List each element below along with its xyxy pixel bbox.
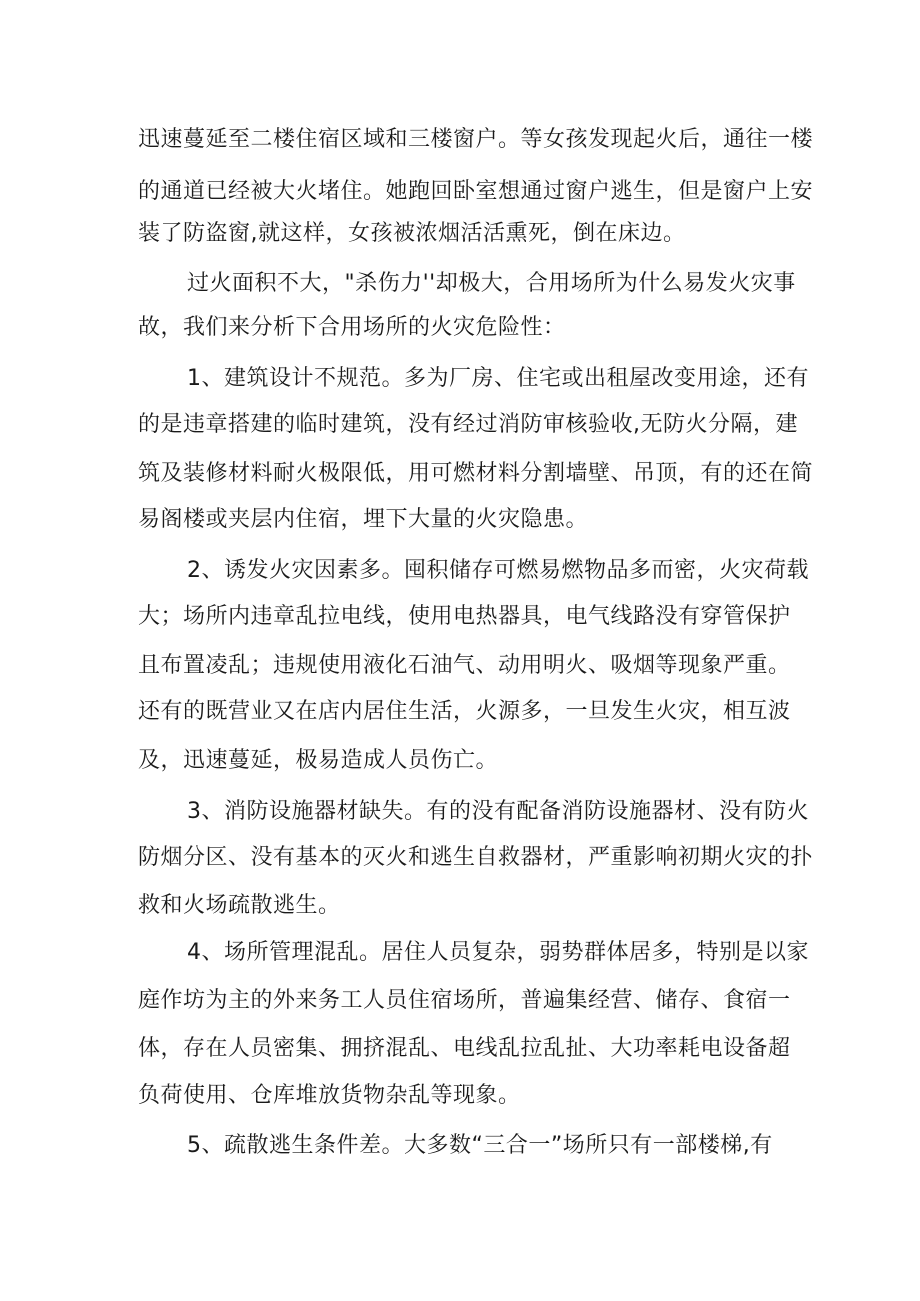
- text-line: 大；场所内违章乱拉电线，使用电热器具，电气线路没有穿管保护: [138, 604, 791, 629]
- text-line: 1、建筑设计不规范。多为厂房、住宅或出租屋改变用途，还有: [187, 366, 809, 391]
- text-line: 体，存在人员密集、拥挤混乱、电线乱拉乱扯、大功率耗电设备超: [138, 1036, 791, 1061]
- text-line: 4、场所管理混乱。居住人员复杂，弱势群体居多，特别是以家: [187, 940, 809, 965]
- text-line: 的通道已经被大火堵住。她跑回卧室想通过窗户逃生，但是窗户上安: [138, 179, 814, 204]
- text-line: 装了防盗窗,就这样，女孩被浓烟活活熏死，倒在床边。: [138, 221, 686, 246]
- text-line: 2、诱发火灾因素多。囤积储存可燃易燃物品多而密，火灾荷载: [187, 558, 809, 583]
- text-line: 迅速蔓延至二楼住宿区域和三楼窗户。等女孩发现起火后，通往一楼: [138, 127, 814, 152]
- text-line: 防烟分区、没有基本的灭火和逃生自救器材，严重影响初期火灾的扑: [138, 845, 814, 870]
- text-line: 易阁楼或夹层内住宿，埋下大量的火灾隐患。: [138, 507, 589, 532]
- text-line: 还有的既营业又在店内居住生活，火源多，一旦发生火灾，相互波: [138, 699, 791, 724]
- text-line: 且布置凌乱；违规使用液化石油气、动用明火、吸烟等现象严重。: [138, 653, 791, 678]
- text-line: 5、疏散逃生条件差。大多数“三合一”场所只有一部楼梯,有: [187, 1133, 773, 1158]
- text-line: 筑及装修材料耐火极限低，用可燃材料分割墙壁、吊顶，有的还在简: [138, 461, 814, 486]
- text-line: 救和火场疏散逃生。: [138, 893, 341, 918]
- text-line: 过火面积不大，"杀伤力''却极大，合用场所为什么易发火灾事: [187, 271, 796, 296]
- text-line: 庭作坊为主的外来务工人员住宿场所，普遍集经营、储存、食宿一: [138, 988, 791, 1013]
- text-line: 3、消防设施器材缺失。有的没有配备消防设施器材、没有防火: [187, 799, 809, 824]
- text-line: 的是违章搭建的临时建筑，没有经过消防审核验收,无防火分隔，建: [138, 412, 798, 437]
- text-line: 负荷使用、仓库堆放货物杂乱等现象。: [138, 1083, 521, 1108]
- text-line: 故，我们来分析下合用场所的火灾危险性：: [138, 315, 566, 340]
- text-line: 及，迅速蔓延，极易造成人员伤亡。: [138, 748, 499, 773]
